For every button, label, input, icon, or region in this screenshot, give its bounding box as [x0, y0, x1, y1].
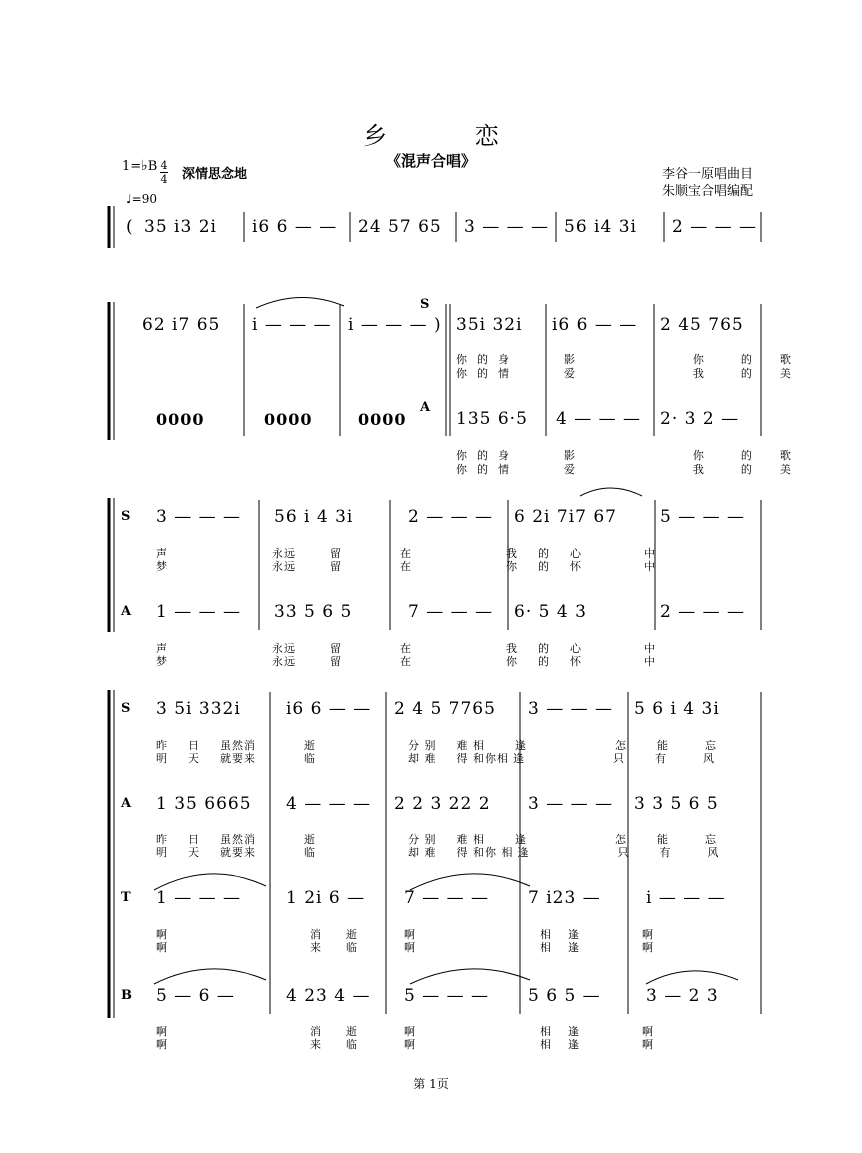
- sys4-b-m3: 5 — — —: [404, 986, 490, 1006]
- sys3-a-lyric-1: 声 永远 留 在 我 的 心 中: [156, 642, 656, 655]
- sys4-b-m1: 5 — 6 —: [156, 986, 235, 1006]
- sys2-s-lyric-2: 你 的 情 爱 我 的 美: [456, 367, 792, 380]
- sys3-alto-label: A: [121, 604, 132, 619]
- time-bottom: 4: [160, 173, 168, 186]
- section-mark-s: S: [420, 297, 430, 312]
- sys4-b-m2: 4 23 4 —: [286, 986, 371, 1006]
- sys4-s-m3: 2 4 5 7765: [394, 699, 496, 719]
- sys4-t-m1: 1 — — —: [156, 888, 242, 908]
- sys4-a-m3: 2 2 3 22 2: [394, 794, 491, 814]
- sys2-a-lyric-2: 你 的 情 爱 我 的 美: [456, 463, 792, 476]
- sys4-s-m1: 3 5i 332i: [156, 699, 241, 719]
- sys4-bass-label: B: [121, 988, 132, 1003]
- sys4-a-lyric-1: 昨 日 虽然消 逝 分 别 难 相 逢 怎 能 忘: [156, 833, 717, 846]
- sys4-t-lyric-2: 啊 来 临 啊 相 逢 啊: [156, 941, 654, 954]
- sys4-s-lyric-2: 明 天 就要来 临 却 难 得 和你相 逢 只 有 风: [156, 752, 715, 765]
- sys4-b-lyric-1: 啊 消 逝 啊 相 逢 啊: [156, 1025, 654, 1038]
- intro-measure-1: 35 i3 2i: [144, 217, 217, 237]
- page-number: 第 1页: [413, 1077, 449, 1091]
- sys2-upper-m4: 35i 32i: [456, 315, 523, 335]
- sys2-alto-label: A: [420, 400, 431, 415]
- intro-measure-2: i6 6 — —: [252, 217, 338, 237]
- sys4-s-m2: i6 6 — —: [286, 699, 372, 719]
- sys3-a-m4: 6· 5 4 3: [514, 602, 587, 622]
- sys2-lower-m1: 0000: [156, 410, 205, 429]
- sys4-a-m2: 4 — — —: [286, 794, 372, 814]
- sys3-soprano-label: S: [121, 509, 131, 524]
- sys4-b-m4: 5 6 5 —: [528, 986, 601, 1006]
- sys4-t-m2: 1 2i 6 —: [286, 888, 366, 908]
- intro-measure-3: 24 57 65: [358, 217, 442, 237]
- sys2-lower-m4: 135 6·5: [456, 409, 528, 429]
- sys3-s-lyric-2: 梦 永远 留 在 你 的 怀 中: [156, 560, 656, 573]
- sys3-a-m3: 7 — — —: [408, 602, 494, 622]
- sys4-b-m5: 3 — 2 3: [646, 986, 719, 1006]
- tempo-marking: 深情思念地: [182, 167, 248, 182]
- sys4-a-m1: 1 35 6665: [156, 794, 252, 814]
- sys4-t-m4: 7 i23 —: [528, 888, 601, 908]
- sys4-alto-label: A: [121, 796, 132, 811]
- sys3-s-m5: 5 — — —: [660, 507, 746, 527]
- sys3-a-m2: 33 5 6 5: [274, 602, 353, 622]
- sys4-a-m4: 3 — — —: [528, 794, 614, 814]
- sys4-t-m3: 7 — — —: [404, 888, 490, 908]
- sys2-upper-m2: i — — —: [252, 315, 332, 335]
- sys2-upper-m6: 2 45 765: [660, 315, 744, 335]
- sys3-s-m3: 2 — — —: [408, 507, 494, 527]
- sys4-s-m4: 3 — — —: [528, 699, 614, 719]
- flat-icon: ♭: [141, 158, 148, 174]
- sys3-s-lyric-1: 声 永远 留 在 我 的 心 中: [156, 547, 656, 560]
- tempo-bpm: ♩=90: [126, 192, 157, 206]
- sys2-upper-m3: i — — — ): [348, 315, 442, 335]
- sys4-s-lyric-1: 昨 日 虽然消 逝 分 别 难 相 逢 怎 能 忘: [156, 739, 717, 752]
- time-top: 4: [160, 159, 168, 172]
- sys4-b-lyric-2: 啊 来 临 啊 相 逢 啊: [156, 1038, 654, 1051]
- intro-open-paren: (: [126, 217, 134, 237]
- sys2-lower-m2: 0000: [264, 410, 313, 429]
- intro-measure-4: 3 — — —: [464, 217, 550, 237]
- intro-measure-5: 56 i4 3i: [564, 217, 637, 237]
- sys2-s-lyric-1: 你 的 身 影 你 的 歌: [456, 353, 792, 366]
- sys4-a-m5: 3 3 5 6 5: [634, 794, 719, 814]
- song-subtitle: 《混声合唱》: [385, 152, 476, 170]
- credit-arranger: 朱顺宝合唱编配: [662, 184, 754, 199]
- sys4-s-m5: 5 6 i 4 3i: [634, 699, 720, 719]
- sys4-a-lyric-2: 明 天 就要来 临 却 难 得 和你 相 逢 只 有 风: [156, 846, 720, 859]
- sys3-a-m1: 1 — — —: [156, 602, 242, 622]
- song-title: 乡 恋: [363, 122, 539, 150]
- intro-measure-6: 2 — — —: [672, 217, 758, 237]
- sys3-s-m4: 6 2i 7i7 67: [514, 507, 617, 527]
- sys2-lower-m5: 4 — — —: [556, 409, 642, 429]
- sys4-t-m5: i — — —: [646, 888, 726, 908]
- sys4-soprano-label: S: [121, 701, 131, 716]
- sys2-upper-m5: i6 6 — —: [552, 315, 638, 335]
- sys2-upper-m1: 62 i7 65: [142, 315, 221, 335]
- credit-original: 李谷一原唱曲目: [662, 167, 754, 182]
- sys2-lower-m3: 0000: [358, 410, 407, 429]
- key-note: B: [147, 159, 158, 174]
- sys3-s-m2: 56 i 4 3i: [274, 507, 354, 527]
- sys3-a-lyric-2: 梦 永远 留 在 你 的 怀 中: [156, 655, 656, 668]
- sys2-a-lyric-1: 你 的 身 影 你 的 歌: [456, 449, 792, 462]
- key-prefix: 1=: [122, 159, 142, 174]
- sys3-s-m1: 3 — — —: [156, 507, 242, 527]
- sys4-t-lyric-1: 啊 消 逝 啊 相 逢 啊: [156, 928, 654, 941]
- sys4-tenor-label: T: [121, 890, 131, 905]
- sys3-a-m5: 2 — — —: [660, 602, 746, 622]
- sys2-lower-m6: 2· 3 2 —: [660, 409, 740, 429]
